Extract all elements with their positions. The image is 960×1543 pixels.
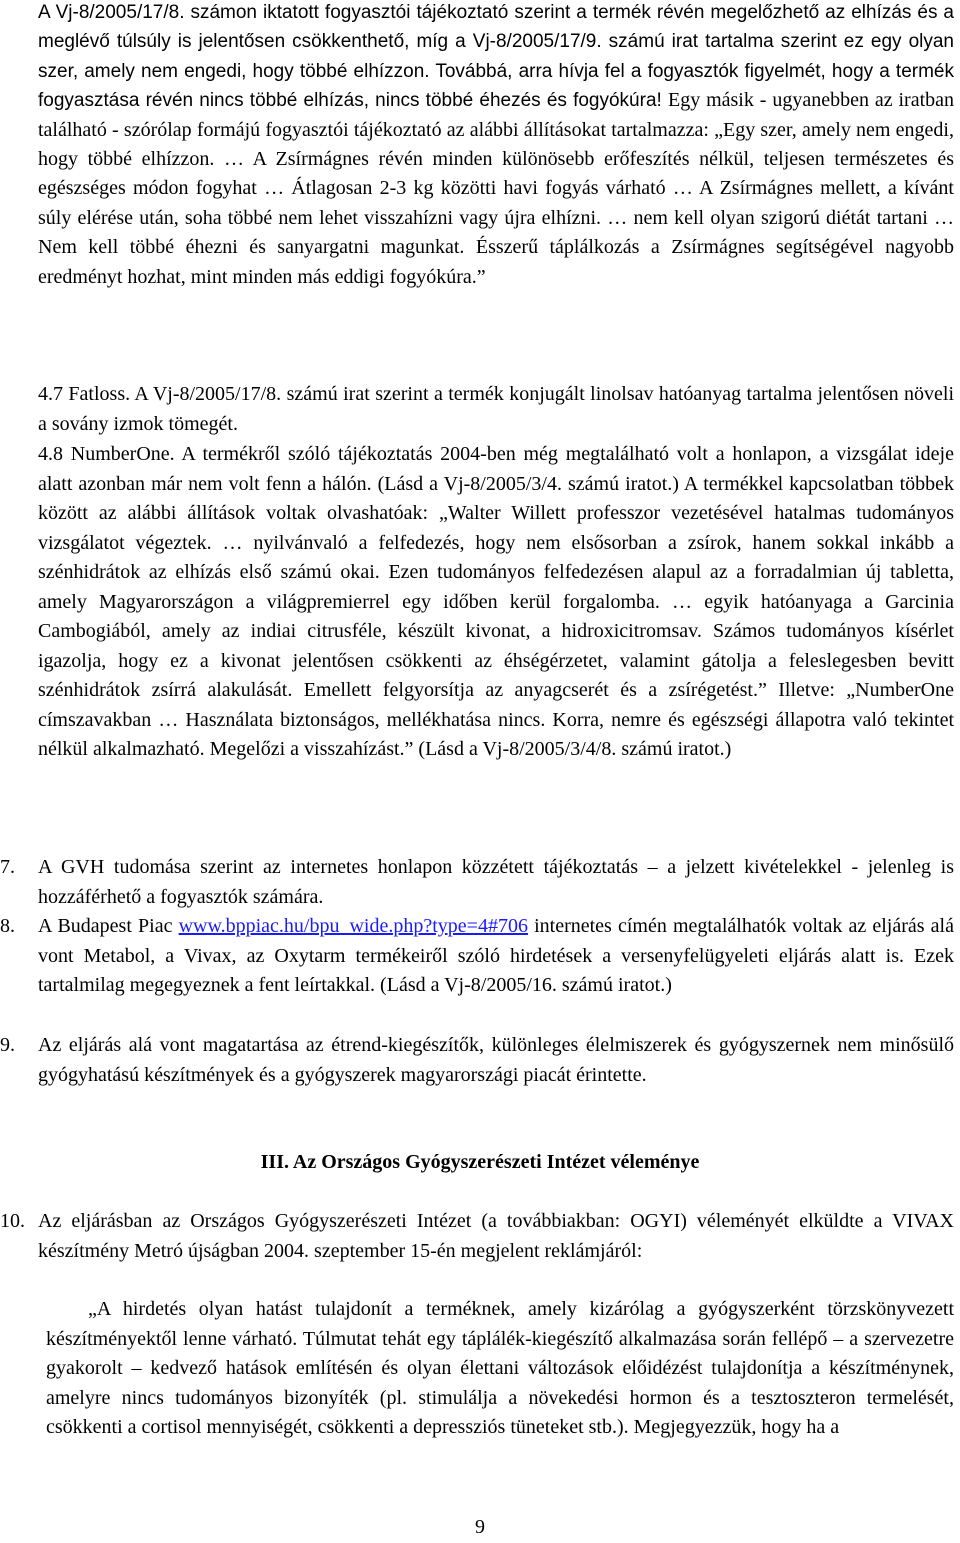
list-item-number: 8.: [0, 915, 15, 937]
item-8-text-after: internetes címén megtalálhatók voltak az eljárás alá vont Metabol, a Vivax, az Oxytarm termékeiről szóló hirdetések a versenyfelügyeleti eljárás alatt is. Ezek tartalmilag megegyeznek a fent leírtakkal. (Lásd a Vj-8/2005/16. számú iratot.): [38, 915, 954, 996]
section-4-8: 4.8 NumberOne. A termékről szóló tájékoztatás 2004-ben még megtalálható volt a honlapon, a vizsgálat ideje alatt azonban már nem volt fenn a hálón. (Lásd a Vj-8/2005/3/4. számú iratot.) A termékkel kapcsolatban többek között az alábbi állítások voltak olvashatóak: „Walter Willett professzor vezetésével hatalmas tudományos vizsgálatot végeztek. … nyilvánvaló a felfedezés, hogy nem elsősorban a zsírok, hanem sokkal inkább a szénhidrátok az elhízás első számú okai. Ezen tudományos felfedezésen alapul az a forradalmian új tabletta, amely Magyarországon a világpremierrel egy időben kerül forgalomba. … egyik hatóanyaga a Garcinia Cambogiából, amely az indiai citrusféle, készült kivonat, a hidroxicitromsav. Számos tudományos kísérlet igazolja, hogy ez a kivonat jelentősen csökkenti az éhségérzetet, valamint gátolja a feleslegesben bevitt szénhidrátok zsírrá alakulását. Emellett felgyorsítja az anyagcserét és a zsírégetést.” Illetve: „NumberOne címszavakban … Használata biztonságos, mellékhatása nincs. Korra, nemre és egészségi állapotra való tekintet nélkül alkalmazható. Megelőzi a visszahízást.” (Lásd a Vj-8/2005/3/4/8. számú iratot.): [38, 443, 954, 760]
item-8-text-before: A Budapest Piac: [38, 915, 179, 937]
page-number: 9: [475, 1516, 485, 1538]
list-item-7: [0, 853, 960, 913]
list-item-text: [38, 912, 954, 1001]
list-item-number: 10.: [0, 1210, 25, 1232]
quote-text: „A hirdetés olyan hatást tulajdonít a terméknek, amely kizárólag a gyógyszerként törzskönyvezett készítményektől lenne várható. Túlmutat tehát egy táplálék-kiegészítő alkalmazása során fellépő – a szervezetre gyakorolt – kedvező hatások említésén és olyan élettani változások előidézést tulajdonítja a készítménynek, amelyre nincs tudományos bizonyíték (pl. stimulálja a növekedési hormon és a tesztoszteron termelését, csökkenti a cortisol mennyiségét, csökkenti a depressziós tüneteket stb.). Megjegyezzük, hogy ha a: [46, 1298, 954, 1438]
list-item-10: [0, 1207, 960, 1297]
intro-sentence-2: Egy másik - ugyanebben az iratban található - szórólap formájú fogyasztói tájékoztató az alábbi állításokat tartalmazza: „Egy szer, amely nem engedi, hogy többé elhízzon. … A Zsírmágnes révén minden különösebb erőfeszítés nélkül, teljesen természetes és egészséges módon fogyhat … Átlagosan 2-3 kg közötti havi fogyás várható … A Zsírmágnes mellett, a kívánt súly elérése után, soha többé nem lehet visszahízni vagy újra elhízni. … nem kell olyan szigorú diétát tartani … Nem kell többé éhezni és sanyargatni magunkat. Ésszerű táplálkozás a Zsírmágnes segítségével nagyobb eredményt hozhat, mint minden más eddigi fogyókúra.”: [38, 89, 955, 288]
list-item-8: [0, 912, 960, 1032]
list-item-text: Az eljárás alá vont magatartása az étrend-kiegészítők, különleges élelmiszerek és gyógyszernek nem minősülő gyógyhatású készítmények és a gyógyszerek magyarországi piacát érintette.: [38, 1034, 954, 1086]
section-heading: III. Az Országos Gyógyszerészeti Intézet véleménye: [260, 1151, 700, 1173]
list-item-text: Az eljárásban az Országos Gyógyszerészeti Intézet (a továbbiakban: OGYI) véleményét elküldte a VIVAX készítmény Metró újságban 2004. szeptember 15-én megjelent reklámjáról:: [38, 1210, 954, 1262]
section-4-7: 4.7 Fatloss. A Vj-8/2005/17/8. számú irat szerint a termék konjugált linolsav hatóanyag tartalma jelentősen növeli a sovány izmok tömegét.: [38, 383, 954, 435]
ogyi-quote: [46, 1295, 954, 1443]
list-item-number: 7.: [0, 856, 15, 878]
list-item-9: [0, 1031, 960, 1121]
bppiac-link[interactable]: www.bppiac.hu/bpu_wide.php?type=4#706: [178, 915, 528, 937]
list-item-number: 9.: [0, 1034, 15, 1056]
intro-sentence-1: A Vj-8/2005/17/8. számon iktatott fogyasztói tájékoztató szerint a termék révén megelőzhető az elhízás és a meglévő túlsúly is jelentősen csökkenthető, míg a Vj-8/2005/17/9. számú irat tartalma szerint ez egy olyan szer, amely nem engedi, hogy többé elhízzon. Továbbá, arra hívja fel a fogyasztók figyelmét, hogy a termék fogyasztása révén nincs többé elhízás, nincs többé éhezés és fogyókúra!: [38, 2, 954, 112]
intro-paragraph: [38, 0, 954, 292]
list-item-text: A GVH tudomása szerint az internetes honlapon közzétett tájékoztatás – a jelzett kivételekkel - jelenleg is hozzáférhető a fogyasztók számára.: [38, 856, 954, 908]
